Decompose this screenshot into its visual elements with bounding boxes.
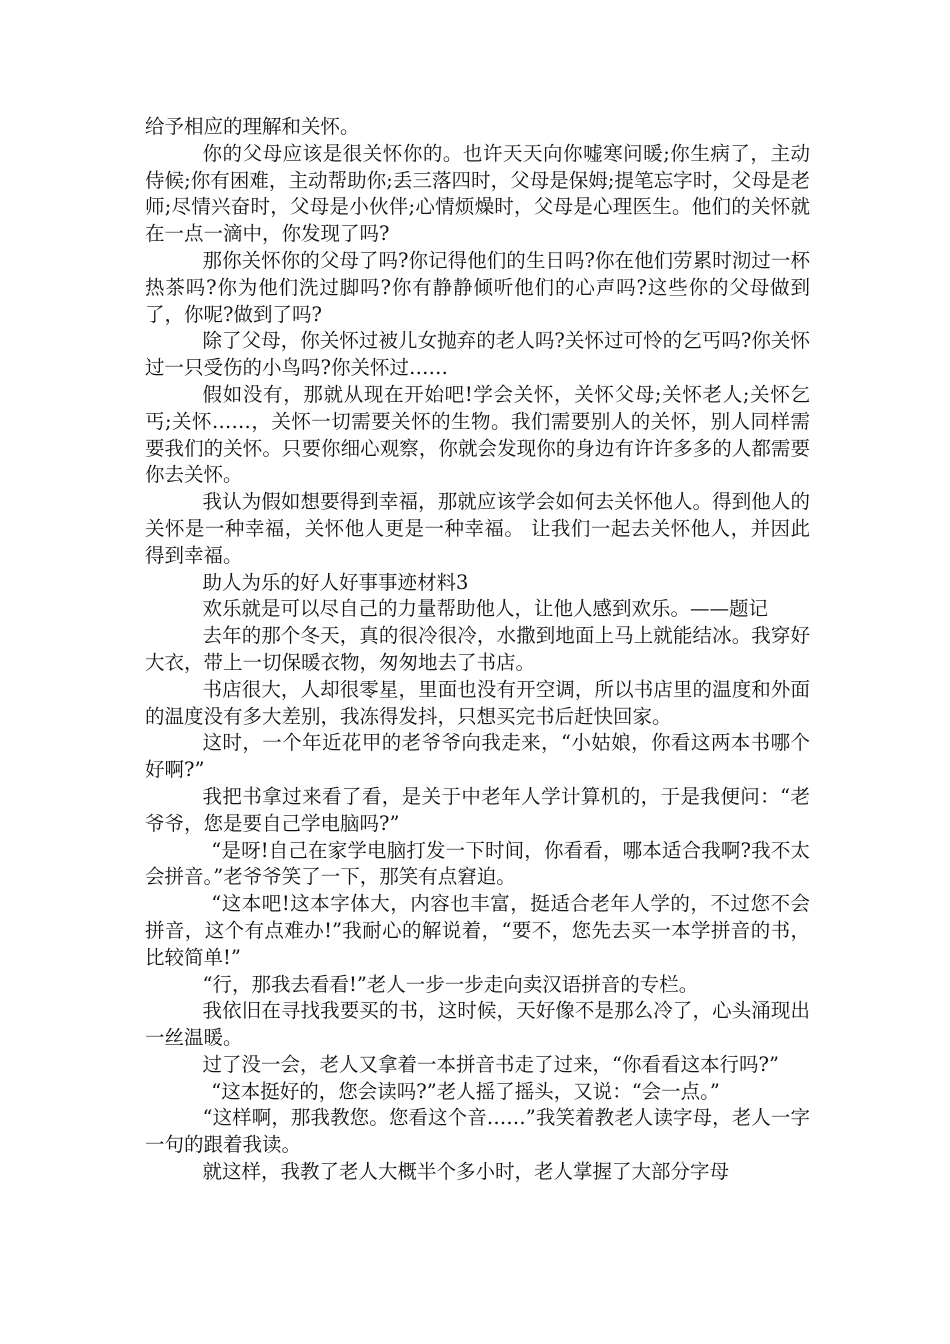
document-body: [145, 114, 810, 1186]
paragraph: 给予相应的理解和关怀。: [145, 115, 360, 138]
paragraph: 我依旧在寻找我要买的书，这时候，天好像不是那么冷了，心头涌现出一丝温暖。: [145, 999, 810, 1050]
paragraph: 这时，一个年近花甲的老爷爷向我走来，“小姑娘，你看这两本书哪个好啊?”: [145, 731, 810, 782]
paragraph: 那你关怀你的父母了吗?你记得他们的生日吗?你在他们劳累时沏过一杯热茶吗?你为他们洗过脚吗?你有静静倾听他们的心声吗?这些你的父母做到了，你呢?做到了吗?: [145, 248, 810, 326]
paragraph: 你的父母应该是很关怀你的。也许天天向你嘘寒问暖;你生病了，主动侍候;你有困难，主动帮助你;丢三落四时，父母是保姆;提笔忘字时，父母是老师;尽情兴奋时，父母是小伙伴;心情烦燥时，父母是心理医生。他们的关怀就在一点一滴中，你发现了吗?: [145, 141, 810, 246]
paragraph: “行，那我去看看!”老人一步一步走向卖汉语拼音的专栏。: [202, 972, 699, 996]
paragraph: “这样啊，那我教您。您看这个音……”我笑着教老人读字母，老人一字一句的跟着我读。: [145, 1106, 810, 1157]
paragraph: 我认为假如想要得到幸福，那就应该学会如何去关怀他人。得到他人的关怀是一种幸福，关怀他人更是一种幸福。 让我们一起去关怀他人，并因此得到幸福。: [145, 490, 810, 567]
epigraph: 欢乐就是可以尽自己的力量帮助他人，让他人感到欢乐。——题记: [202, 597, 769, 621]
paragraph: 假如没有，那就从现在开始吧!学会关怀，关怀父母;关怀老人;关怀乞丐;关怀……，关怀一切需要关怀的生物。我们需要别人的关怀，别人同样需要我们的关怀。只要你细心观察，你就会发现你的身边有许许多多的人都需要你去关怀。: [145, 382, 810, 487]
paragraph: 除了父母，你关怀过被儿女抛弃的老人吗?关怀过可怜的乞丐吗?你关怀过一只受伤的小鸟吗?你关怀过……: [145, 329, 810, 380]
section-heading: 助人为乐的好人好事事迹材料3: [202, 570, 469, 594]
paragraph: “这本吧!这本字体大，内容也丰富，挺适合老年人学的，不过您不会拼音，这个有点难办!”我耐心的解说着，“要不，您先去买一本学拼音的书，比较简单!”: [145, 892, 810, 969]
paragraph: 过了没一会，老人又拿着一本拼音书走了过来，“你看看这本行吗?”: [202, 1052, 779, 1076]
paragraph: 就这样，我教了老人大概半个多小时，老人掌握了大部分字母: [202, 1160, 730, 1184]
paragraph: 书店很大，人却很零星，里面也没有开空调，所以书店里的温度和外面的温度没有多大差别，我冻得发抖，只想买完书后赶快回家。: [145, 677, 810, 728]
paragraph: 去年的那个冬天，真的很冷很冷，水撒到地面上马上就能结冰。我穿好大衣，带上一切保暖衣物，匆匆地去了书店。: [145, 624, 810, 674]
paragraph: “这本挺好的，您会读吗?”老人摇了摇头，又说：“会一点。”: [211, 1079, 720, 1103]
paragraph: 我把书拿过来看了看，是关于中老年人学计算机的，于是我便问：“老爷爷，您是要自己学电脑吗?”: [145, 784, 810, 835]
paragraph: “是呀!自己在家学电脑打发一下时间，你看看，哪本适合我啊?我不太会拼音。”老爷爷笑了一下，那笑有点窘迫。: [145, 838, 810, 889]
